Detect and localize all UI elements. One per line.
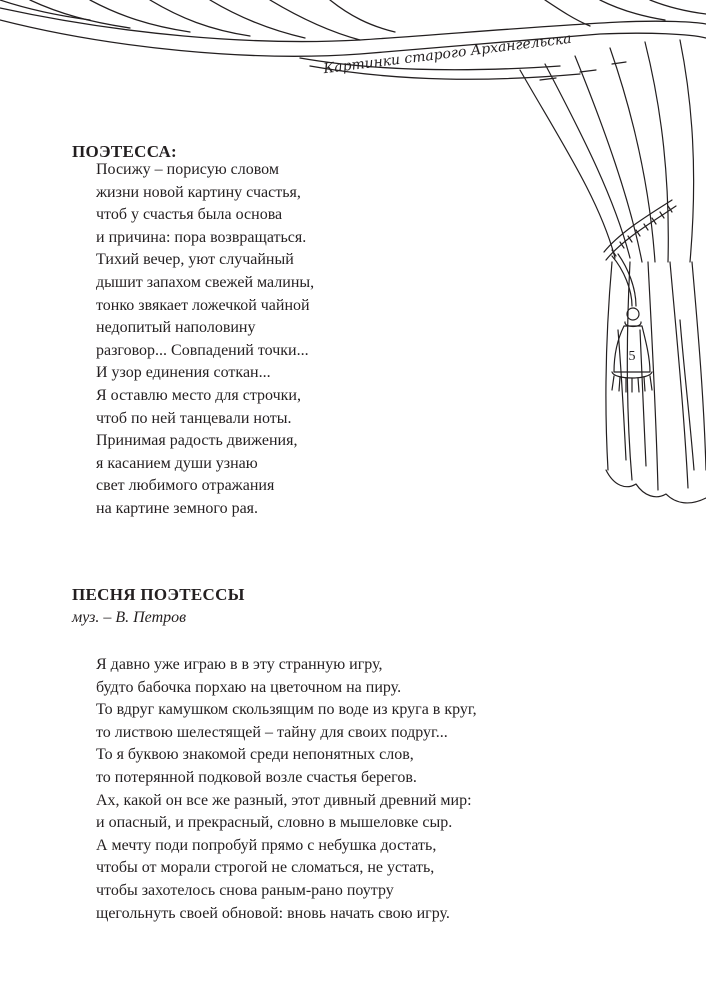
verse-line: жизни новой картину счастья,: [96, 183, 301, 201]
verse-line: Тихий вечер, уют случайный: [96, 251, 294, 269]
verse-line: Я оставлю место для строчки,: [96, 386, 301, 404]
verse-line: разговор... Совпадений точки...: [96, 341, 309, 359]
verse-line: то листвою шелестящей – тайну для своих подруг...: [96, 723, 448, 741]
verse-line: И узор единения соткан...: [96, 364, 271, 382]
verse-line: Посижу – порисую словом: [96, 161, 279, 178]
poem2-heading: ПЕСНЯ ПОЭТЕССЫ: [72, 585, 245, 604]
verse-line: Ах, какой он все же разный, этот дивный древний мир:: [96, 791, 472, 809]
verse-line: То вдруг камушком скользящим по воде из круга в круг,: [96, 701, 477, 719]
verse-line: и опасный, и прекрасный, словно в мышеловке сыр.: [96, 814, 453, 832]
running-title: Картинки старого Архангельска: [322, 30, 573, 78]
verse-line: То я буквою знакомой среди непонятных слов,: [96, 746, 414, 764]
verse-line: и причина: пора возвращаться.: [96, 228, 307, 246]
verse-line: недопитый наполовину: [96, 319, 256, 337]
verse-line: чтобы от морали строгой не сломаться, не устать,: [96, 859, 435, 877]
verse-line: чтобы захотелось снова раным-рано поутру: [96, 881, 394, 899]
verse-line: на картине земного рая.: [96, 499, 259, 517]
verse-line: Я давно уже играю в в эту странную игру,: [96, 656, 383, 673]
page-number: 5: [628, 349, 636, 364]
verse-line: щегольнуть своей обновой: вновь начать свою игру.: [96, 904, 450, 922]
verse-line: дышит запахом свежей малины,: [96, 273, 315, 291]
poem1-verse: [96, 159, 314, 521]
poem2-composer-credit: муз. – В. Петров: [72, 609, 187, 626]
verse-line: чтоб по ней танцевали ноты.: [96, 409, 292, 427]
verse-line: свет любимого отражания: [96, 477, 275, 495]
poem2-verse: [96, 654, 477, 925]
verse-line: будто бабочка порхаю на цветочном на пиру.: [96, 678, 402, 696]
curtain-panel: [520, 40, 706, 503]
poem1-heading: ПОЭТЕССА:: [72, 142, 177, 161]
verse-line: тонко звякает ложечкой чайной: [96, 296, 310, 314]
verse-line: А мечту поди попробуй прямо с небушка достать,: [96, 836, 437, 854]
verse-line: чтоб у счастья была основа: [96, 206, 283, 224]
verse-line: Принимая радость движения,: [96, 432, 298, 450]
verse-line: я касанием души узнаю: [96, 454, 258, 472]
verse-line: то потерянной подковой возле счастья берегов.: [96, 768, 417, 786]
